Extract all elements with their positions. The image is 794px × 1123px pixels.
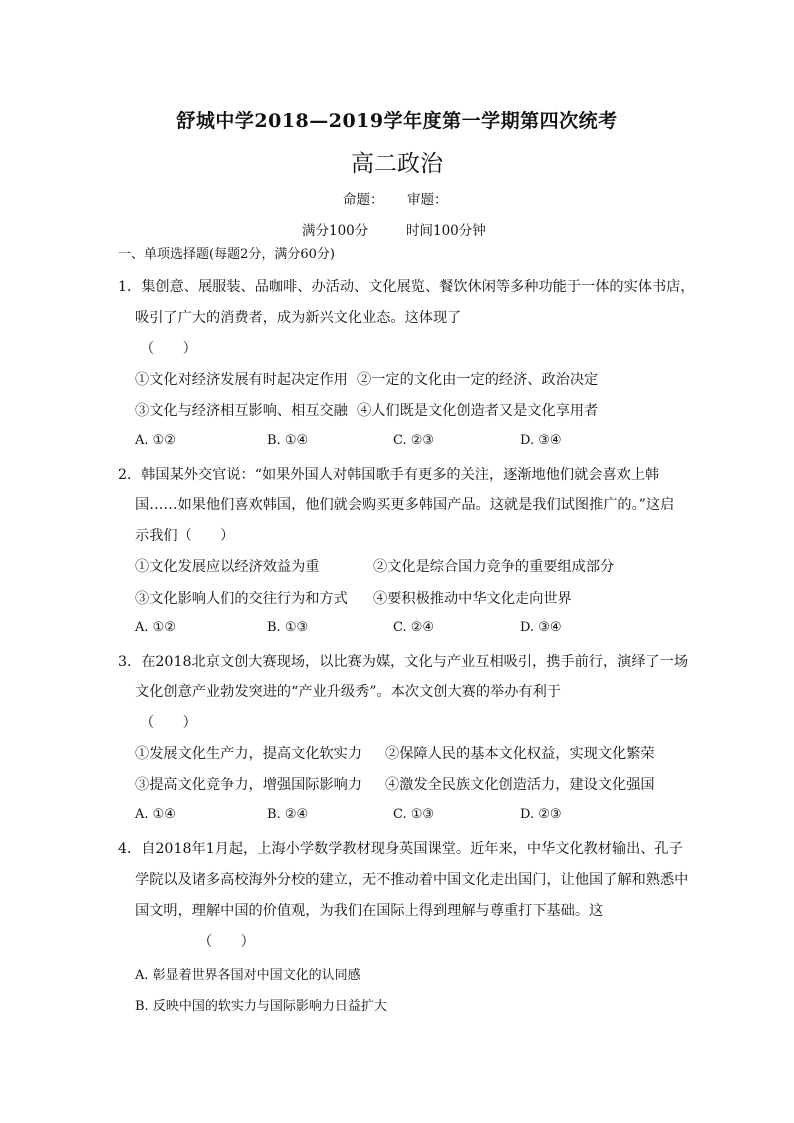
question-stem-line: 学院以及诸多高校海外分校的建立，无不推动着中国文化走出国门，让他国了解和熟悉中 <box>135 872 689 888</box>
reviewer-label: 审题： <box>407 192 448 208</box>
author-label: 命题： <box>343 192 384 208</box>
statement-1: ①文化发展应以经济效益为重 <box>135 559 320 575</box>
option-a: A. ①② <box>135 620 176 635</box>
section-heading: 一、单项选择题(每题2分，满分60分) <box>118 247 335 262</box>
statement-3: ③提高文化竞争力，增强国际影响力 <box>135 777 363 793</box>
statement-1: ①文化对经济发展有时起决定作用 <box>135 372 348 388</box>
option-a: A. 彰显着世界各国对中国文化的认同感 <box>135 968 361 983</box>
full-score: 满分100分 <box>302 223 369 239</box>
statement-2: ②保障人民的基本文化权益，实现文化繁荣 <box>385 746 655 762</box>
option-b: B. ①③ <box>267 620 309 635</box>
question-stem-line: 2．韩国某外交官说：“如果外国人对韩国歌手有更多的关注，逐渐地他们就会喜欢上韩 <box>118 467 660 483</box>
question-stem-line: 3．在2018北京文创大赛现场，以比赛为媒，文化与产业互相吸引，携手前行，演绎了一场 <box>118 654 689 670</box>
question-stem-line: 示我们（ ） <box>135 528 235 544</box>
option-d: D. ③④ <box>520 620 562 635</box>
question-stem-line: 国文明，理解中国的价值观，为我们在国际上得到理解与尊重打下基础。这 <box>135 903 604 919</box>
option-c: C. ②④ <box>393 620 435 635</box>
statement-1: ①发展文化生产力，提高文化软实力 <box>135 746 363 762</box>
statement-4: ④人们既是文化创造者又是文化享用者 <box>357 403 599 419</box>
option-d: D. ②③ <box>520 807 562 822</box>
option-d: D. ③④ <box>520 433 562 448</box>
answer-blank: （ ） <box>140 341 197 357</box>
statement-3: ③文化与经济相互影响、相互交融 <box>135 403 348 419</box>
answer-blank: （ ） <box>140 715 197 731</box>
statement-2: ②一定的文化由一定的经济、政治决定 <box>357 372 599 388</box>
answer-blank: （ ） <box>198 934 255 950</box>
question-stem-line: 吸引了广大的消费者，成为新兴文化业态。这体现了 <box>135 310 462 326</box>
question-stem-line: 国……如果他们喜欢韩国，他们就会购买更多韩国产品。这就是我们试图推广的。”这启 <box>135 497 675 513</box>
statement-4: ④激发全民族文化创造活力，建设文化强国 <box>385 777 655 793</box>
statement-3: ③文化影响人们的交往行为和方式 <box>135 591 348 607</box>
option-c: C. ②③ <box>393 433 435 448</box>
exam-subject: 高二政治 <box>351 151 443 177</box>
option-a: A. ①② <box>135 433 176 448</box>
question-stem-line: 文化创意产业勃发突进的“产业升级秀”。本次文创大赛的举办有利于 <box>135 684 561 700</box>
question-stem-line: 1．集创意、展服装、品咖啡、办活动、文化展览、餐饮休闲等多种功能于一体的实体书店， <box>118 279 695 295</box>
statement-2: ②文化是综合国力竞争的重要组成部分 <box>373 559 615 575</box>
question-stem-line: 4．自2018年1月起，上海小学数学教材现身英国课堂。近年来，中华文化教材输出、孔子 <box>118 841 683 857</box>
time-limit: 时间100分钟 <box>406 223 486 239</box>
option-b: B. ②④ <box>267 807 309 822</box>
option-b: B. ①④ <box>267 433 309 448</box>
option-b: B. 反映中国的软实力与国际影响力日益扩大 <box>135 999 387 1014</box>
statement-4: ④要积极推动中华文化走向世界 <box>373 591 572 607</box>
exam-title: 舒城中学2018—2019学年度第一学期第四次统考 <box>176 110 618 132</box>
option-a: A. ①④ <box>135 807 176 822</box>
option-c: C. ①③ <box>393 807 435 822</box>
